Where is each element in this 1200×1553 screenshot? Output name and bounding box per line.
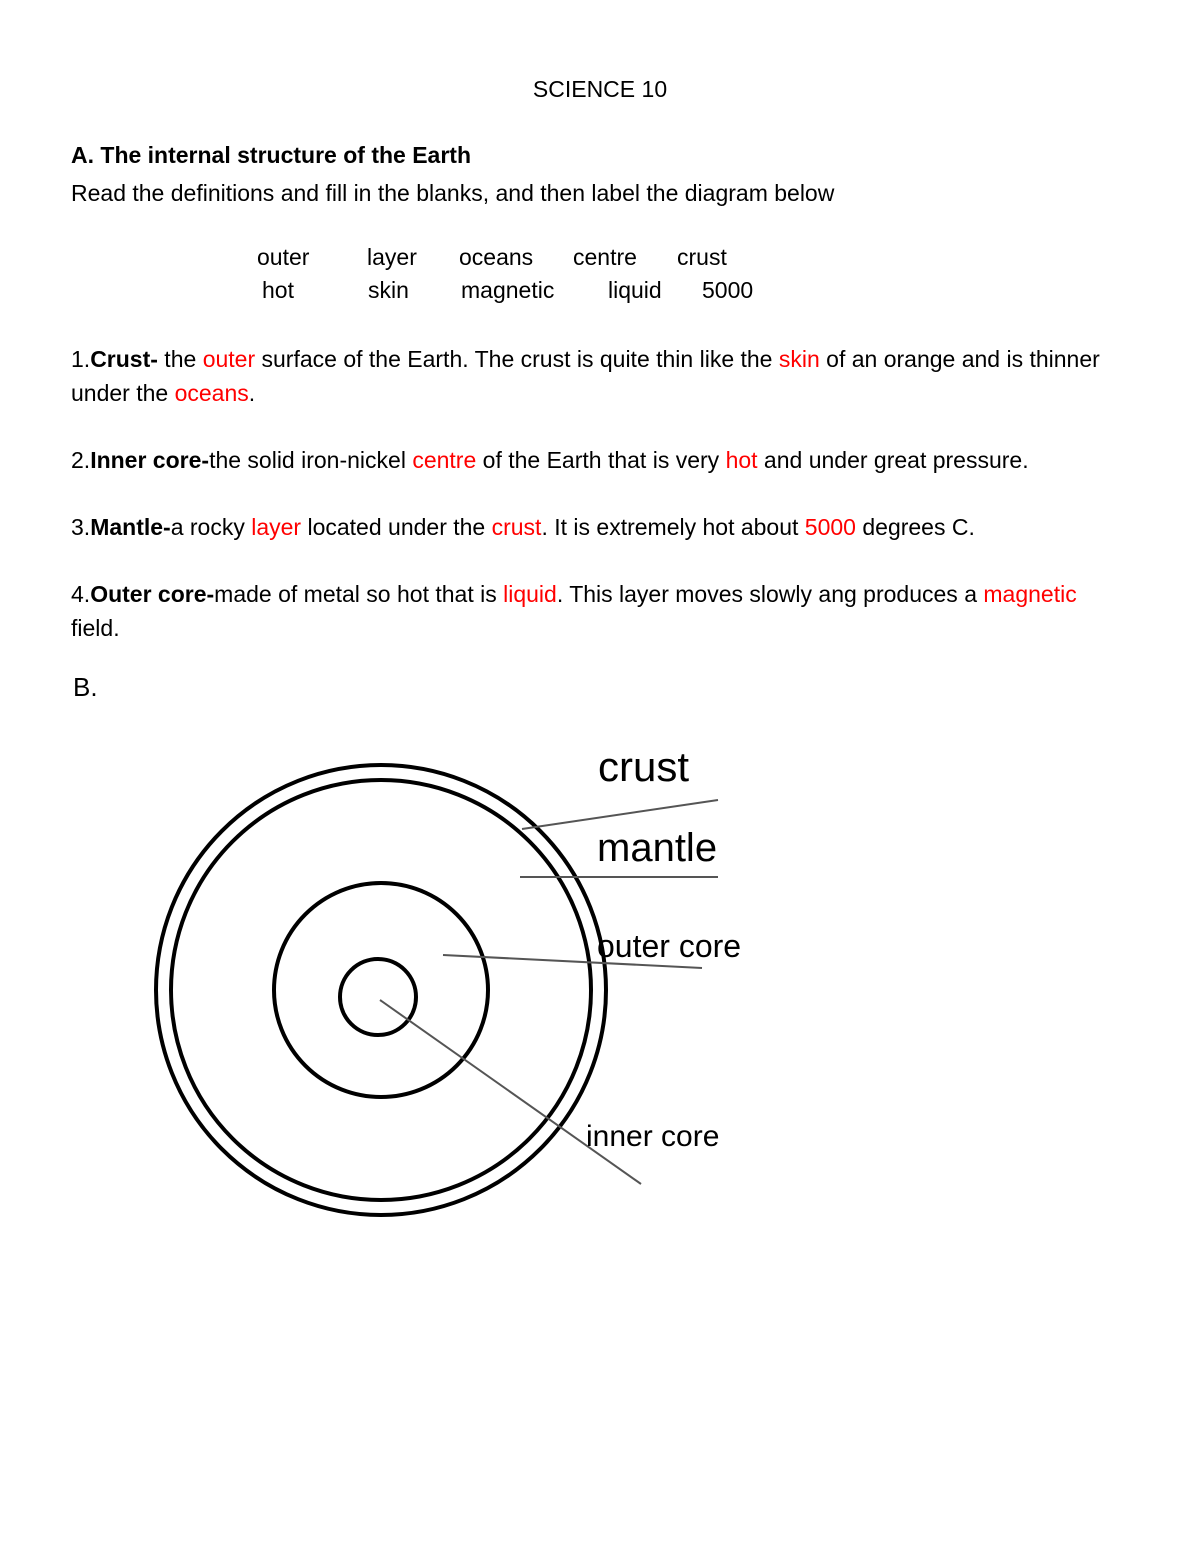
inner-core-circle: [340, 959, 416, 1035]
crust-pointer-line: [522, 800, 718, 829]
inner-core-label: inner core: [586, 1120, 720, 1153]
answer-word: oceans: [174, 380, 249, 406]
word-bank-item: magnetic: [461, 277, 555, 303]
word-bank-item: liquid: [608, 277, 662, 303]
crust-outer-circle: [156, 765, 606, 1215]
word-bank-item: oceans: [459, 244, 534, 270]
definition-term: Mantle-: [90, 514, 171, 540]
answer-word: outer: [202, 346, 256, 372]
word-bank-item: layer: [367, 244, 417, 270]
word-bank-item: 5000: [702, 277, 754, 303]
definition-number: 1.: [71, 346, 91, 372]
definition-text: . It is extremely hot about: [541, 514, 805, 540]
answer-word: magnetic: [983, 581, 1077, 607]
definition-number: 3.: [71, 514, 91, 540]
definition-text: field.: [71, 615, 120, 641]
definition-text: made of metal so hot that is: [214, 581, 504, 607]
definition-text: surface of the Earth. The crust is quite thin like the: [255, 346, 779, 372]
section-a-heading: A. The internal structure of the Earth: [71, 142, 471, 168]
page-title: SCIENCE 10: [532, 76, 668, 102]
answer-word: centre: [412, 447, 477, 473]
answer-word: crust: [491, 514, 542, 540]
word-bank-item: centre: [573, 244, 637, 270]
definition-text: located under the: [301, 514, 492, 540]
mantle-boundary-circle: [171, 780, 591, 1200]
definition-term: Crust-: [90, 346, 158, 372]
definition-text: and under great pressure.: [757, 447, 1029, 473]
definition-text: a rocky: [170, 514, 252, 540]
definition-text: degrees C.: [855, 514, 975, 540]
word-bank-item: crust: [677, 244, 727, 270]
answer-word: liquid: [503, 581, 557, 607]
outer-core-circle: [274, 883, 488, 1097]
instructions: Read the definitions and fill in the blanks, and then label the diagram below: [71, 180, 835, 206]
word-bank-item: skin: [368, 277, 409, 303]
answer-word: hot: [725, 447, 758, 473]
outer-core-label: outer core: [597, 928, 742, 964]
answer-word: 5000: [804, 514, 856, 540]
definition-number: 4.: [71, 581, 91, 607]
definition-text: .: [248, 380, 256, 406]
definition-number: 2.: [71, 447, 91, 473]
answer-word: layer: [251, 514, 302, 540]
definition-text: the solid iron-nickel: [209, 447, 413, 473]
word-bank-item: hot: [262, 277, 294, 303]
definition-term: Outer core-: [90, 581, 215, 607]
word-bank-item: outer: [257, 244, 310, 270]
mantle-label: mantle: [597, 826, 718, 870]
section-b-heading: B.: [73, 672, 98, 702]
definition-text: the: [157, 346, 203, 372]
definition-term: Inner core-: [90, 447, 210, 473]
definition-text: of an orange and is thinner under the: [71, 346, 1100, 406]
definition-text: of the Earth that is very: [476, 447, 726, 473]
crust-label: crust: [598, 743, 690, 790]
answer-word: skin: [778, 346, 820, 372]
definition-text: . This layer moves slowly ang produces a: [556, 581, 984, 607]
